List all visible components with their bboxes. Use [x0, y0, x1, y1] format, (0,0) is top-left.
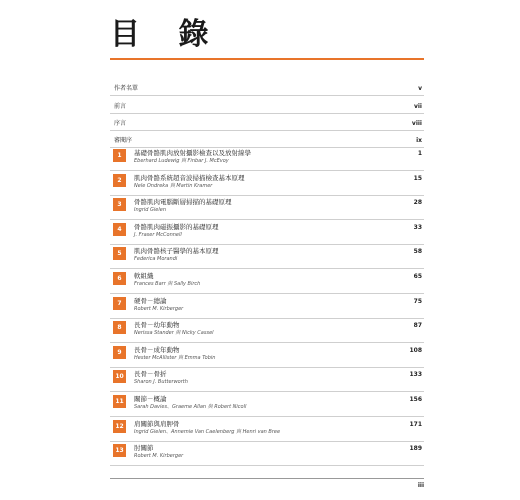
front-matter-label: 前言: [114, 103, 127, 110]
chapter-authors: Sarah Davies、Graeme Allan 與 Robert Nicoll: [134, 404, 247, 410]
row-divider: [110, 113, 424, 114]
row-divider: [110, 195, 424, 196]
chapter-number-badge: 2: [113, 174, 126, 187]
chapter-number-badge: 7: [113, 297, 126, 310]
chapter-page: 75: [413, 298, 422, 305]
chapter-authors: Frances Barr 與 Sally Birch: [134, 281, 201, 287]
chapter-authors: Nele Ondreka 與 Martin Kramer: [134, 183, 213, 189]
chapter-authors: Eberhard Ludewig 與 Finbar J. McEvoy: [134, 158, 229, 164]
chapter-title: 硬骨－總論: [134, 297, 167, 305]
chapter-title: 肌肉骨骼系統超音波掃描檢查基本原理: [134, 174, 245, 182]
chapter-title: 長骨－成年動物: [134, 346, 180, 354]
row-divider: [110, 219, 424, 220]
front-matter-label: 序言: [114, 120, 127, 127]
chapter-row[interactable]: [110, 247, 424, 269]
chapter-page: 108: [409, 347, 422, 354]
front-matter-row[interactable]: [110, 83, 424, 95]
front-matter-label: 作者名單: [114, 85, 139, 92]
chapter-row[interactable]: [110, 444, 424, 466]
chapter-title: 軟組織: [134, 272, 154, 280]
chapter-row[interactable]: [110, 174, 424, 196]
chapter-number-badge: 13: [113, 444, 126, 457]
front-matter-page: ix: [416, 137, 422, 144]
footer-rule: [110, 478, 424, 479]
chapter-authors: J. Fraser McConnell: [134, 232, 182, 238]
chapter-number-badge: 11: [113, 395, 126, 408]
front-matter-row[interactable]: [110, 101, 424, 113]
chapter-number-badge: 12: [113, 420, 126, 433]
chapter-authors: Ingrid Gielen、Annemie Van Caelenberg 與 Henri van Bree: [134, 429, 281, 435]
row-divider: [110, 465, 424, 466]
chapter-page: 156: [409, 396, 422, 403]
footer-page-number: iii: [417, 482, 424, 489]
row-divider: [110, 130, 424, 131]
row-divider: [110, 342, 424, 343]
chapter-row[interactable]: [110, 395, 424, 417]
chapter-row[interactable]: [110, 346, 424, 368]
row-divider: [110, 147, 424, 148]
chapter-page: 189: [409, 445, 422, 452]
front-matter-row[interactable]: [110, 135, 424, 147]
chapter-page: 1: [417, 150, 422, 157]
chapter-authors: Robert M. Kirberger: [134, 306, 184, 312]
front-matter-page: viii: [411, 120, 422, 127]
chapter-authors: Hester McAllister 與 Emma Tobin: [134, 355, 216, 361]
chapter-title: 長骨－幼年動物: [134, 321, 180, 329]
chapter-row[interactable]: [110, 272, 424, 294]
chapter-authors: Ingrid Gielen: [134, 207, 166, 213]
front-matter-page: v: [418, 85, 422, 92]
chapter-title: 基礎骨骼肌肉放射攝影檢查以及放射線學: [134, 149, 251, 157]
chapter-authors: Robert M. Kirberger: [134, 453, 184, 459]
chapter-number-badge: 9: [113, 346, 126, 359]
row-divider: [110, 441, 424, 442]
title-rule: [110, 58, 424, 60]
chapter-authors: Nerissa Stander 與 Nicky Cassel: [134, 330, 214, 336]
row-divider: [110, 170, 424, 171]
chapter-page: 28: [413, 199, 422, 206]
row-divider: [110, 95, 424, 96]
chapter-number-badge: 6: [113, 272, 126, 285]
row-divider: [110, 318, 424, 319]
chapter-row[interactable]: [110, 321, 424, 343]
row-divider: [110, 391, 424, 392]
chapter-title: 肩關節與肩胛骨: [134, 420, 180, 428]
chapter-row[interactable]: [110, 223, 424, 245]
chapter-row[interactable]: [110, 297, 424, 319]
chapter-page: 33: [413, 224, 422, 231]
row-divider: [110, 416, 424, 417]
chapter-row[interactable]: [110, 420, 424, 442]
chapter-page: 15: [413, 175, 422, 182]
chapter-number-badge: 8: [113, 321, 126, 334]
row-divider: [110, 293, 424, 294]
chapter-page: 58: [413, 248, 422, 255]
front-matter-row[interactable]: [110, 118, 424, 130]
page-title: 目 錄: [110, 17, 223, 52]
front-matter-label: 審閱序: [114, 137, 133, 144]
chapter-title: 關節－概論: [134, 395, 167, 403]
chapter-page: 171: [409, 421, 422, 428]
chapter-number-badge: 10: [113, 370, 126, 383]
chapter-number-badge: 4: [113, 223, 126, 236]
chapter-page: 133: [409, 371, 422, 378]
chapter-title: 肘關節: [134, 444, 154, 452]
chapter-title: 骨骼肌肉磁振攝影的基礎原理: [134, 223, 219, 231]
chapter-number-badge: 3: [113, 198, 126, 211]
chapter-row[interactable]: [110, 370, 424, 392]
row-divider: [110, 244, 424, 245]
chapter-title: 骨骼肌肉電腦斷層掃描的基礎原理: [134, 198, 232, 206]
chapter-title: 肌肉骨骼核子醫學的基本原理: [134, 247, 219, 255]
row-divider: [110, 268, 424, 269]
chapter-page: 65: [413, 273, 422, 280]
chapter-page: 87: [413, 322, 422, 329]
chapter-row[interactable]: [110, 149, 424, 171]
chapter-authors: Federica Morandi: [134, 256, 178, 262]
chapter-number-badge: 1: [113, 149, 126, 162]
front-matter-page: vii: [413, 103, 422, 110]
chapter-row[interactable]: [110, 198, 424, 220]
chapter-number-badge: 5: [113, 247, 126, 260]
chapter-title: 長骨－骨折: [134, 370, 167, 378]
chapter-authors: Sharon J. Butterworth: [134, 379, 188, 385]
row-divider: [110, 367, 424, 368]
